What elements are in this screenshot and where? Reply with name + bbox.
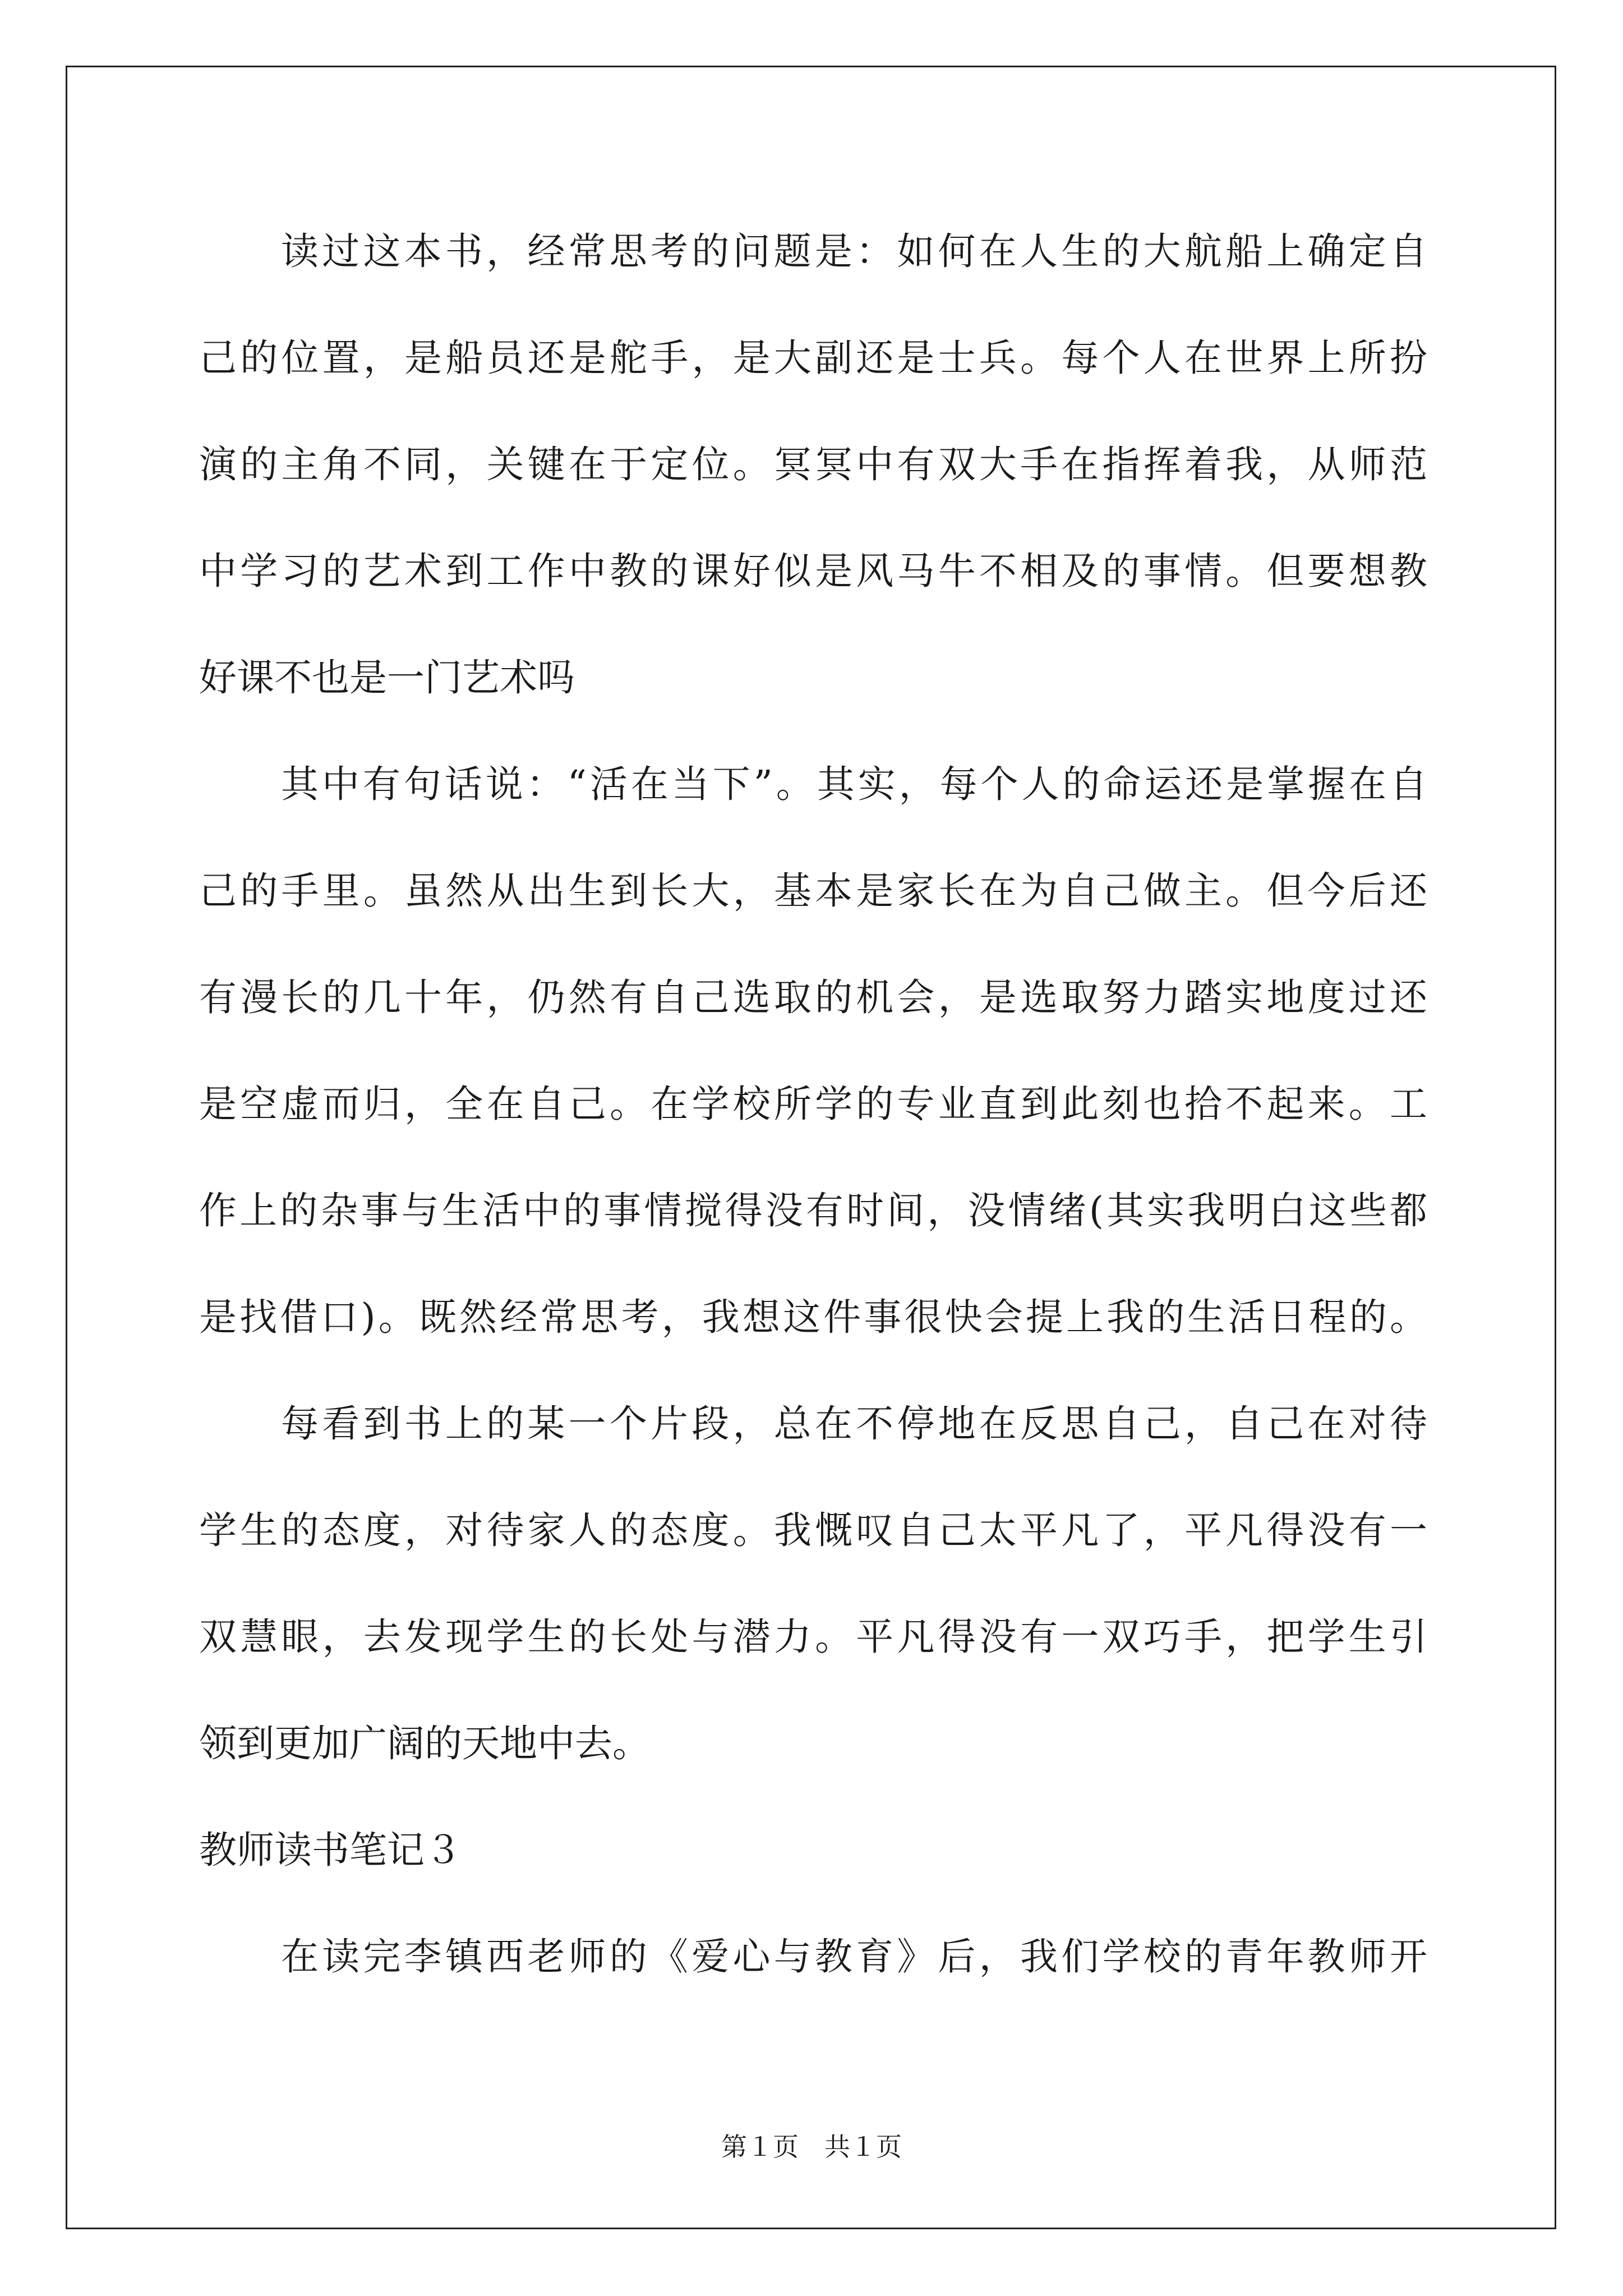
text-line: 己的位置，是船员还是舵手，是大副还是士兵。每个人在世界上所扮 bbox=[199, 336, 1427, 380]
text-line: 是找借口)。既然经常思考，我想这件事很快会提上我的生活日程的。 bbox=[199, 1295, 1427, 1339]
text-line: 每看到书上的某一个片段，总在不停地在反思自己，自己在对待 bbox=[281, 1402, 1427, 1446]
text-line: 作上的杂事与生活中的事情搅得没有时间，没情绪(其实我明白这些都 bbox=[199, 1189, 1427, 1232]
text-line: 中学习的艺术到工作中教的课好似是风马牛不相及的事情。但要想教 bbox=[199, 549, 1427, 593]
text-line: 在读完李镇西老师的《爱心与教育》后，我们学校的青年教师开 bbox=[281, 1935, 1427, 1978]
text-line: 学生的态度，对待家人的态度。我慨叹自己太平凡了，平凡得没有一 bbox=[199, 1508, 1427, 1552]
text-line: 领到更加广阔的天地中去。 bbox=[199, 1722, 650, 1765]
text-line: 双慧眼，去发现学生的长处与潜力。平凡得没有一双巧手，把学生引 bbox=[199, 1615, 1427, 1659]
document-body bbox=[199, 216, 1427, 2028]
text-line: 教师读书笔记３ bbox=[199, 1828, 462, 1872]
text-line: 是空虚而归，全在自己。在学校所学的专业直到此刻也拾不起来。工 bbox=[199, 1082, 1427, 1126]
text-line: 己的手里。虽然从出生到长大，基本是家长在为自己做主。但今后还 bbox=[199, 869, 1427, 913]
text-line: 读过这本书，经常思考的问题是：如何在人生的大航船上确定自 bbox=[281, 229, 1427, 273]
page-footer: 第１页 共１页 bbox=[721, 2132, 902, 2162]
text-line: 有漫长的几十年，仍然有自己选取的机会，是选取努力踏实地度过还 bbox=[199, 976, 1427, 1019]
text-line: 好课不也是一门艺术吗 bbox=[199, 656, 575, 700]
text-line: 演的主角不同，关键在于定位。冥冥中有双大手在指挥着我，从师范 bbox=[199, 443, 1427, 486]
text-line: 其中有句话说：“活在当下”。其实，每个人的命运还是掌握在自 bbox=[281, 762, 1427, 806]
